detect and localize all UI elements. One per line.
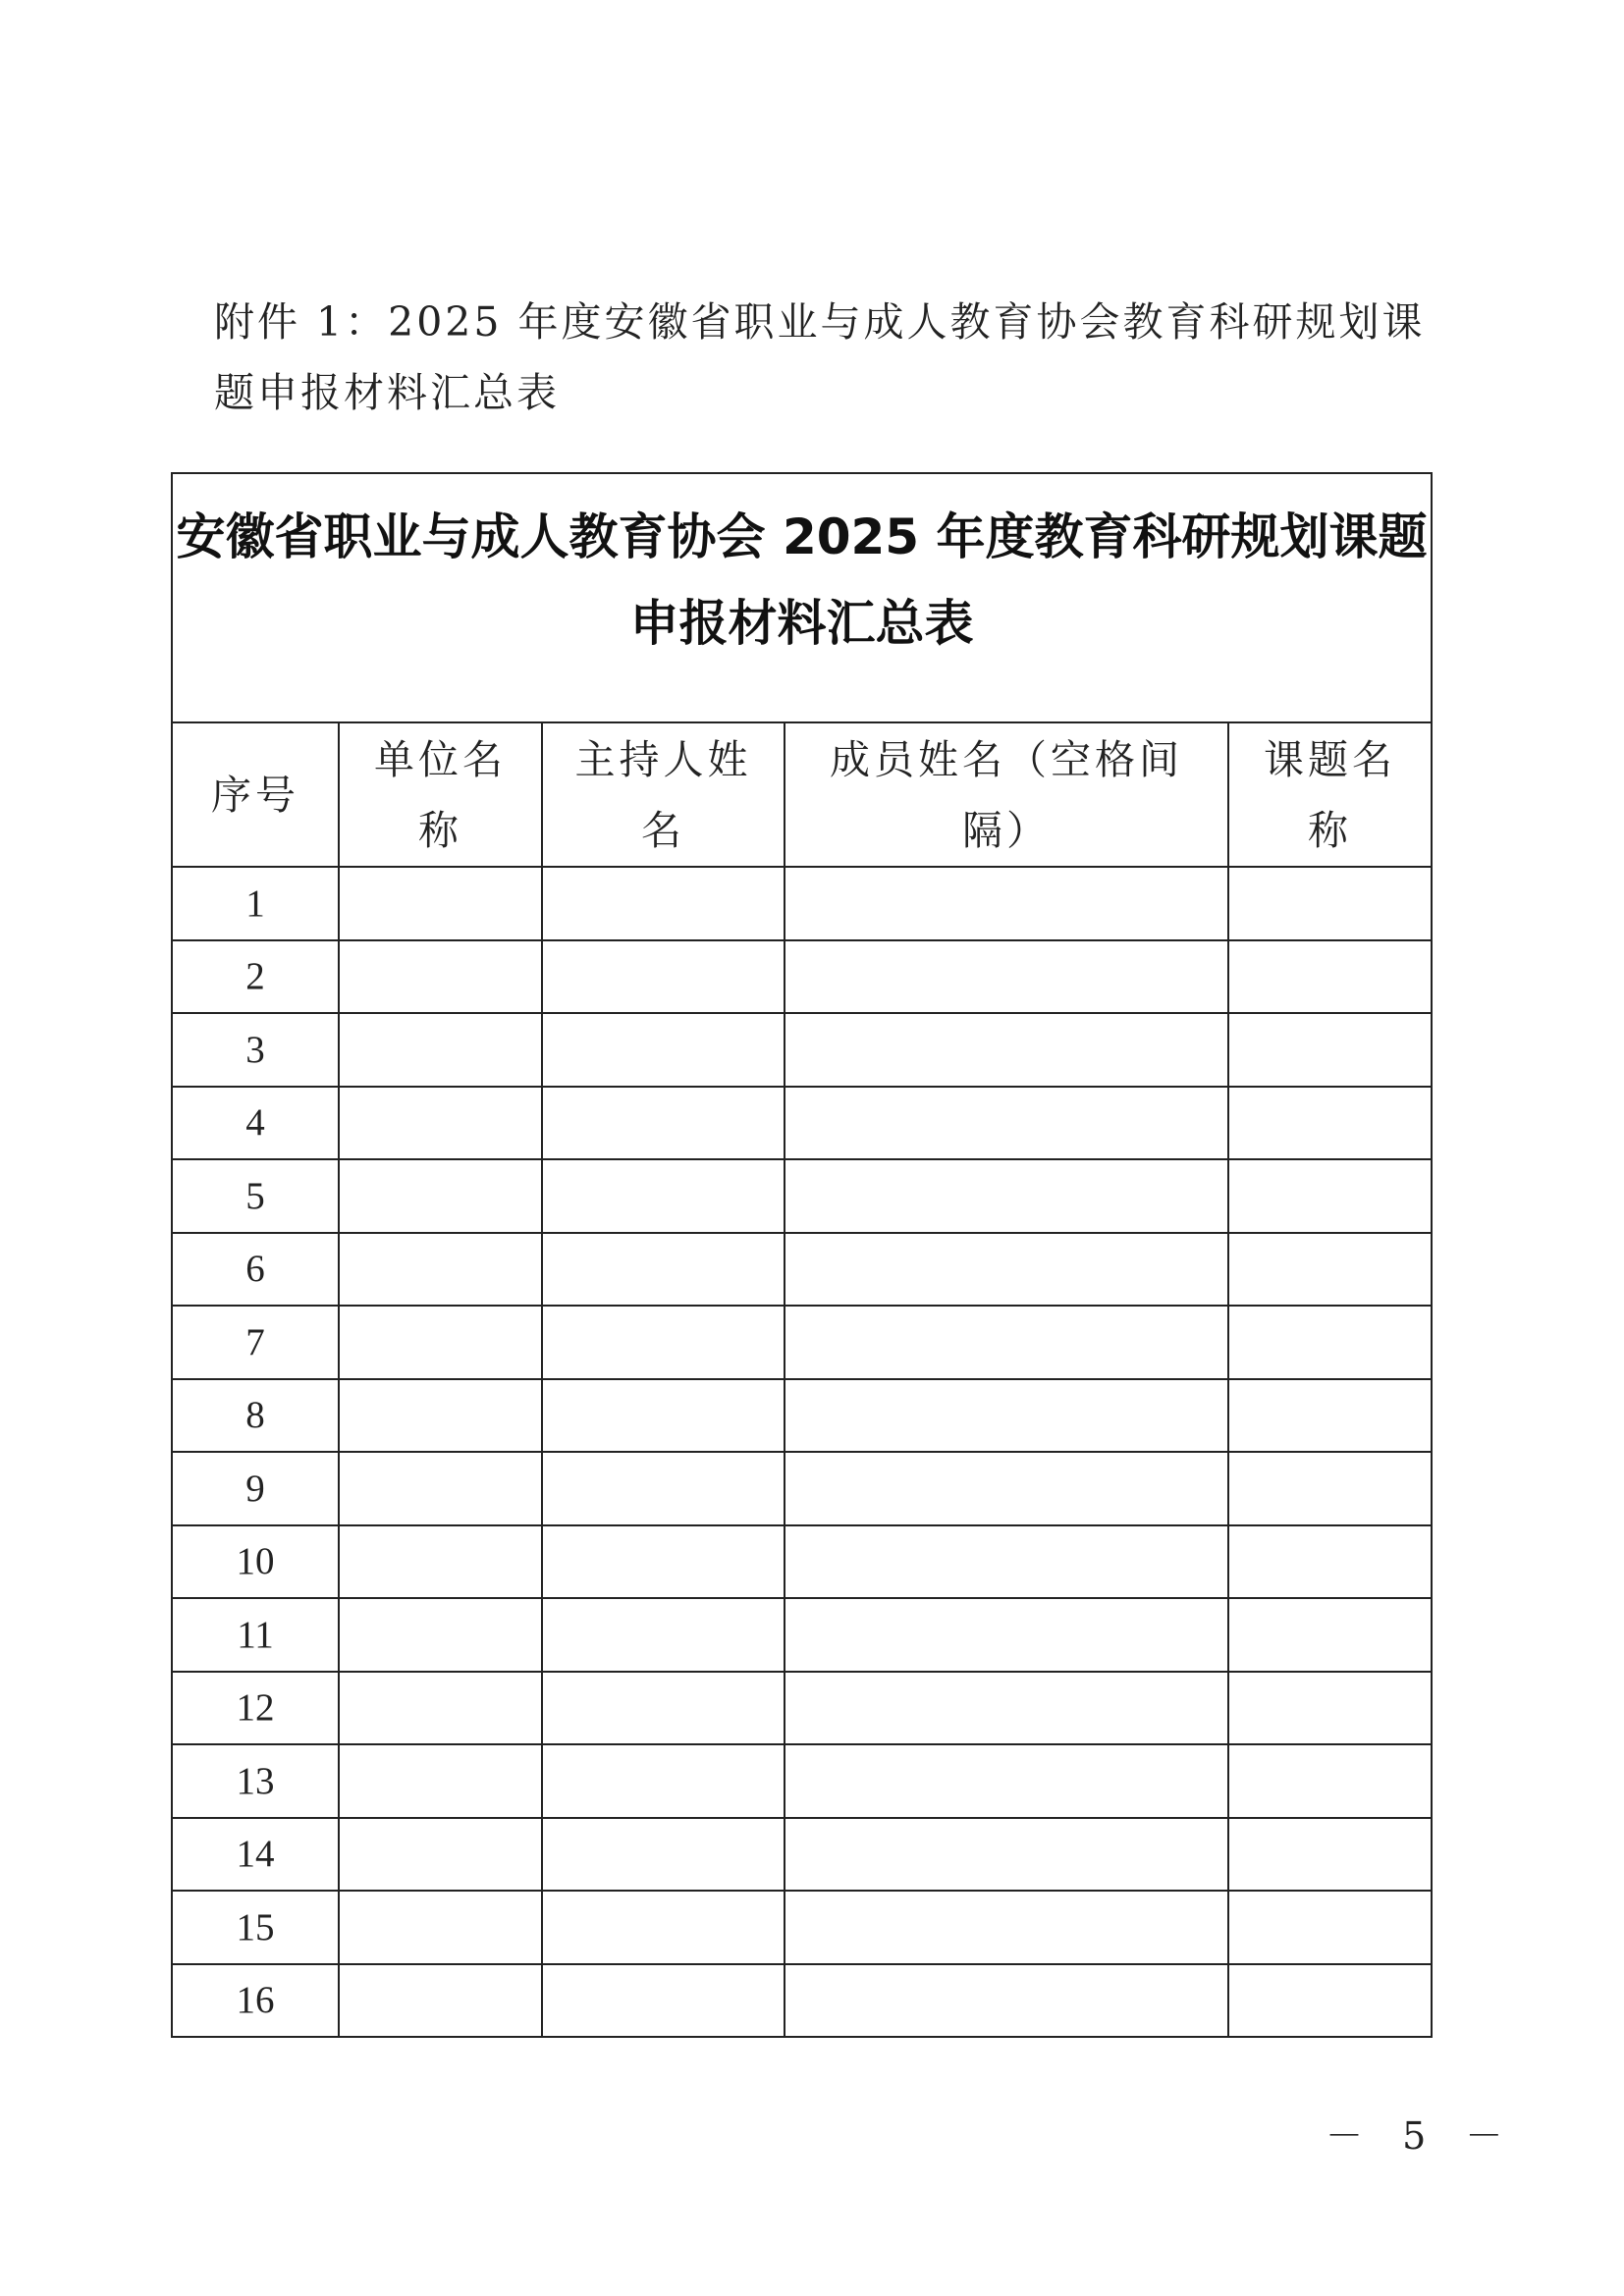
member-names-cell[interactable] bbox=[785, 1159, 1228, 1233]
row-serial-cell: 6 bbox=[172, 1233, 339, 1307]
member-names-cell[interactable] bbox=[785, 940, 1228, 1014]
table-row bbox=[172, 1818, 1432, 1892]
member-names-cell[interactable] bbox=[785, 1233, 1228, 1307]
row-serial-cell: 14 bbox=[172, 1818, 339, 1892]
member-names-cell[interactable] bbox=[785, 1013, 1228, 1087]
topic-name-cell[interactable] bbox=[1228, 1013, 1432, 1087]
unit-name-cell[interactable] bbox=[339, 867, 542, 940]
topic-name-cell[interactable] bbox=[1228, 1525, 1432, 1599]
member-names-cell[interactable] bbox=[785, 1964, 1228, 2038]
unit-name-cell[interactable] bbox=[339, 1233, 542, 1307]
table-row bbox=[172, 1744, 1432, 1818]
unit-name-cell[interactable] bbox=[339, 1672, 542, 1745]
header-serial: 序号 bbox=[172, 722, 339, 867]
member-names-cell[interactable] bbox=[785, 1452, 1228, 1525]
row-serial-cell: 2 bbox=[172, 940, 339, 1014]
host-name-cell[interactable] bbox=[542, 1306, 785, 1379]
unit-name-cell[interactable] bbox=[339, 1306, 542, 1379]
table-row bbox=[172, 1159, 1432, 1233]
host-name-cell[interactable] bbox=[542, 1964, 785, 2038]
header-unit-name: 单位名称 bbox=[339, 722, 542, 867]
host-name-cell[interactable] bbox=[542, 1233, 785, 1307]
host-name-cell[interactable] bbox=[542, 1159, 785, 1233]
topic-name-cell[interactable] bbox=[1228, 1087, 1432, 1160]
host-name-cell[interactable] bbox=[542, 1013, 785, 1087]
unit-name-cell[interactable] bbox=[339, 1525, 542, 1599]
topic-name-cell[interactable] bbox=[1228, 867, 1432, 940]
table-row bbox=[172, 940, 1432, 1014]
row-serial-cell: 5 bbox=[172, 1159, 339, 1233]
member-names-cell[interactable] bbox=[785, 1306, 1228, 1379]
table-row bbox=[172, 1306, 1432, 1379]
host-name-cell[interactable] bbox=[542, 1598, 785, 1672]
member-names-cell[interactable] bbox=[785, 1672, 1228, 1745]
unit-name-cell[interactable] bbox=[339, 1744, 542, 1818]
page-number: － 5 － bbox=[1326, 2114, 1517, 2158]
row-serial-cell: 11 bbox=[172, 1598, 339, 1672]
table-row bbox=[172, 1964, 1432, 2038]
table-header-row bbox=[172, 722, 1432, 867]
topic-name-cell[interactable] bbox=[1228, 940, 1432, 1014]
header-host-name: 主持人姓名 bbox=[542, 722, 785, 867]
row-serial-cell: 16 bbox=[172, 1964, 339, 2038]
row-serial-cell: 8 bbox=[172, 1379, 339, 1453]
host-name-cell[interactable] bbox=[542, 1525, 785, 1599]
unit-name-cell[interactable] bbox=[339, 1891, 542, 1964]
row-serial-cell: 9 bbox=[172, 1452, 339, 1525]
unit-name-cell[interactable] bbox=[339, 940, 542, 1014]
topic-name-cell[interactable] bbox=[1228, 1379, 1432, 1453]
unit-name-cell[interactable] bbox=[339, 1013, 542, 1087]
table-row bbox=[172, 1013, 1432, 1087]
host-name-cell[interactable] bbox=[542, 1672, 785, 1745]
member-names-cell[interactable] bbox=[785, 1379, 1228, 1453]
table-row bbox=[172, 1087, 1432, 1160]
unit-name-cell[interactable] bbox=[339, 1452, 542, 1525]
row-serial-cell: 7 bbox=[172, 1306, 339, 1379]
topic-name-cell[interactable] bbox=[1228, 1818, 1432, 1892]
row-serial-cell: 3 bbox=[172, 1013, 339, 1087]
table-row bbox=[172, 1598, 1432, 1672]
topic-name-cell[interactable] bbox=[1228, 1159, 1432, 1233]
member-names-cell[interactable] bbox=[785, 1818, 1228, 1892]
member-names-cell[interactable] bbox=[785, 1598, 1228, 1672]
host-name-cell[interactable] bbox=[542, 940, 785, 1014]
unit-name-cell[interactable] bbox=[339, 1818, 542, 1892]
unit-name-cell[interactable] bbox=[339, 1964, 542, 2038]
member-names-cell[interactable] bbox=[785, 1891, 1228, 1964]
summary-table bbox=[171, 472, 1433, 2038]
host-name-cell[interactable] bbox=[542, 1891, 785, 1964]
table-title: 安徽省职业与成人教育协会 2025 年度教育科研规划课题申报材料汇总表 bbox=[176, 508, 1428, 652]
row-serial-cell: 10 bbox=[172, 1525, 339, 1599]
host-name-cell[interactable] bbox=[542, 1744, 785, 1818]
topic-name-cell[interactable] bbox=[1228, 1452, 1432, 1525]
table-row bbox=[172, 1891, 1432, 1964]
host-name-cell[interactable] bbox=[542, 1379, 785, 1453]
member-names-cell[interactable] bbox=[785, 1087, 1228, 1160]
table-title-cell bbox=[172, 473, 1432, 722]
header-topic-name: 课题名称 bbox=[1228, 722, 1432, 867]
table-row bbox=[172, 1379, 1432, 1453]
table-body bbox=[172, 867, 1432, 2037]
topic-name-cell[interactable] bbox=[1228, 1306, 1432, 1379]
table-row bbox=[172, 1672, 1432, 1745]
row-serial-cell: 15 bbox=[172, 1891, 339, 1964]
unit-name-cell[interactable] bbox=[339, 1159, 542, 1233]
member-names-cell[interactable] bbox=[785, 867, 1228, 940]
host-name-cell[interactable] bbox=[542, 867, 785, 940]
row-serial-cell: 4 bbox=[172, 1087, 339, 1160]
topic-name-cell[interactable] bbox=[1228, 1233, 1432, 1307]
topic-name-cell[interactable] bbox=[1228, 1891, 1432, 1964]
table-row bbox=[172, 1452, 1432, 1525]
attachment-title: 附件 1：2025 年度安徽省职业与成人教育协会教育科研规划课题申报材料汇总表 bbox=[214, 298, 1426, 416]
unit-name-cell[interactable] bbox=[339, 1379, 542, 1453]
topic-name-cell[interactable] bbox=[1228, 1964, 1432, 2038]
table-row bbox=[172, 1233, 1432, 1307]
member-names-cell[interactable] bbox=[785, 1525, 1228, 1599]
row-serial-cell: 1 bbox=[172, 867, 339, 940]
row-serial-cell: 12 bbox=[172, 1672, 339, 1745]
topic-name-cell[interactable] bbox=[1228, 1672, 1432, 1745]
topic-name-cell[interactable] bbox=[1228, 1598, 1432, 1672]
host-name-cell[interactable] bbox=[542, 1818, 785, 1892]
host-name-cell[interactable] bbox=[542, 1087, 785, 1160]
host-name-cell[interactable] bbox=[542, 1452, 785, 1525]
header-member-names: 成员姓名（空格间隔） bbox=[785, 722, 1228, 867]
unit-name-cell[interactable] bbox=[339, 1087, 542, 1160]
topic-name-cell[interactable] bbox=[1228, 1744, 1432, 1818]
row-serial-cell: 13 bbox=[172, 1744, 339, 1818]
member-names-cell[interactable] bbox=[785, 1744, 1228, 1818]
table-row bbox=[172, 1525, 1432, 1599]
unit-name-cell[interactable] bbox=[339, 1598, 542, 1672]
table-row bbox=[172, 867, 1432, 940]
